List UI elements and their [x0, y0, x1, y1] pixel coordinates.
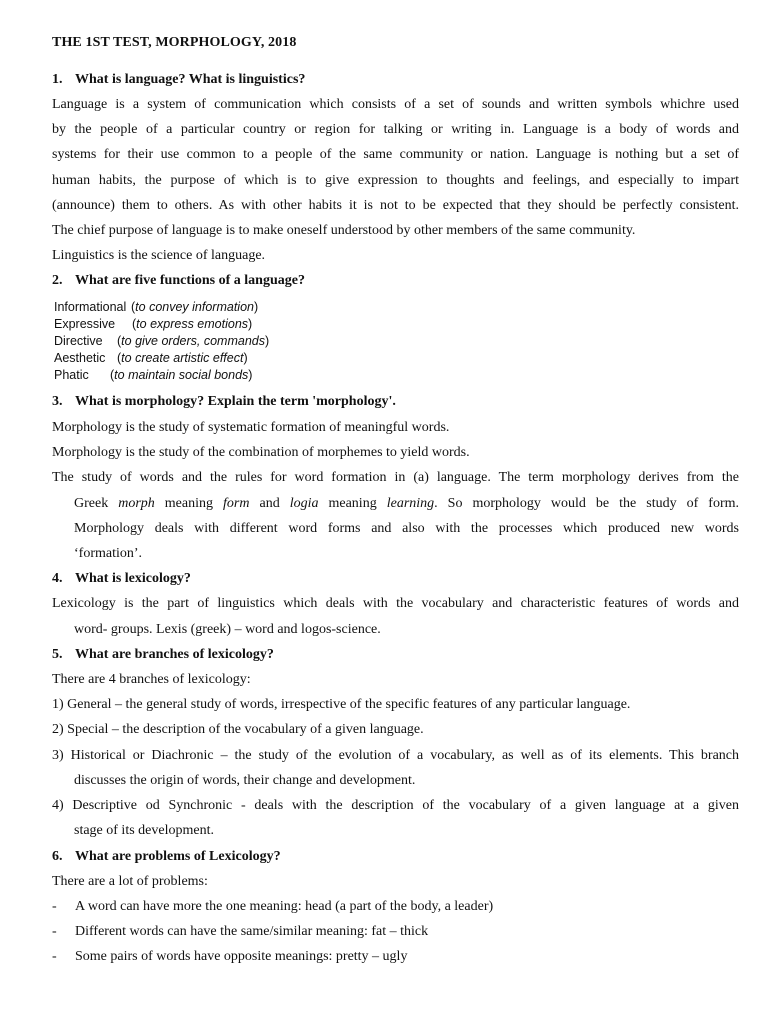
text-run: . So morphology would be the study of form. — [434, 496, 739, 511]
problem-item — [52, 949, 407, 965]
question-number: 4. — [52, 571, 63, 586]
text-run: meaning — [154, 496, 224, 511]
document-title: THE 1ST TEST, MORPHOLOGY, 2018 — [52, 35, 297, 50]
branch-item: 1) General – the general study of words, irrespective of the specific features of any particular language. — [52, 697, 631, 712]
branch-item-continued: discusses the origin of words, their change and development. — [74, 773, 416, 788]
answer-line: Linguistics is the science of language. — [52, 248, 266, 263]
answer-line: There are 4 branches of lexicology: — [52, 672, 251, 687]
question-number: 1. — [52, 72, 63, 87]
function-name: Expressive — [54, 317, 116, 331]
question-2-heading — [52, 273, 305, 289]
text-run: Greek — [74, 496, 119, 511]
answer-line: Morphology is the study of systematic formation of meaningful words. — [52, 420, 450, 435]
question-number: 5. — [52, 647, 63, 662]
answer-line: (announce) them to others. As with other habits it is not to be expected that they should be perfectly consistent. — [52, 198, 739, 213]
answer-line: Morphology deals with different word forms and also with the processes which produced new words — [74, 521, 739, 536]
answer-line: Lexicology is the part of linguistics which deals with the vocabulary and characteristic features of words and — [52, 596, 739, 611]
function-description: to maintain social bonds — [114, 368, 249, 382]
function-row: Informational (to convey information) — [54, 300, 259, 314]
function-description: to convey information — [135, 300, 254, 314]
branch-item: 4) Descriptive od Synchronic - deals with the description of the vocabulary of a given language at a given — [52, 798, 739, 813]
question-1-heading — [52, 72, 305, 88]
functions-list — [54, 299, 269, 384]
question-3-heading — [52, 394, 396, 410]
function-row: Phatic (to maintain social bonds) — [54, 368, 253, 382]
answer-line: systems for their use common to a people of the same community or nation. Language is nothing but a set of — [52, 147, 739, 162]
question-text: What is lexicology? — [75, 571, 191, 586]
problem-text: Different words can have the same/similar meaning: fat – thick — [75, 924, 429, 939]
question-4-heading — [52, 571, 191, 587]
function-name: Directive — [54, 334, 103, 348]
dash-bullet: - — [52, 949, 57, 964]
answer-line: The study of words and the rules for word formation in (a) language. The term morphology derives from the — [52, 470, 739, 485]
problem-text: A word can have more the one meaning: head (a part of the body, a leader) — [75, 899, 494, 914]
question-5-heading — [52, 647, 274, 663]
question-6-heading — [52, 849, 281, 865]
function-description: to give orders, commands — [121, 334, 265, 348]
question-number: 2. — [52, 273, 63, 288]
function-name: Aesthetic — [54, 351, 106, 365]
answer-line: The chief purpose of language is to make oneself understood by other members of the same community. — [52, 223, 636, 238]
dash-bullet: - — [52, 899, 57, 914]
function-row: Directive (to give orders, commands) — [54, 334, 270, 348]
question-text: What is language? What is linguistics? — [75, 72, 306, 87]
answer-line: ‘formation’. — [74, 546, 143, 561]
branch-item: 3) Historical or Diachronic – the study of the evolution of a vocabulary, as well as of its elements. This branch — [52, 748, 739, 763]
question-text: What are branches of lexicology? — [75, 647, 274, 662]
function-name: Phatic — [54, 368, 89, 382]
problem-item — [52, 899, 493, 915]
question-text: What are problems of Lexicology? — [75, 849, 281, 864]
branch-item-continued: stage of its development. — [74, 823, 214, 838]
problem-item — [52, 924, 428, 940]
problem-text: Some pairs of words have opposite meanings: pretty – ugly — [75, 949, 408, 964]
function-row: Aesthetic (to create artistic effect) — [54, 351, 248, 365]
question-number: 6. — [52, 849, 63, 864]
answer-line: human habits, the purpose of which is to give expression to thoughts and feelings, and especially to impart — [52, 173, 739, 188]
italic-term: logia — [289, 496, 319, 511]
text-run: and — [249, 496, 290, 511]
italic-term: form — [223, 496, 250, 511]
function-name: Informational — [54, 300, 127, 314]
question-text: What is morphology? Explain the term 'morphology'. — [75, 394, 396, 409]
question-number: 3. — [52, 394, 63, 409]
italic-term: learning — [386, 496, 435, 511]
function-row: Expressive (to express emotions) — [54, 317, 253, 331]
dash-bullet: - — [52, 924, 57, 939]
answer-line: There are a lot of problems: — [52, 874, 208, 889]
question-text: What are five functions of a language? — [75, 273, 305, 288]
branch-item: 2) Special – the description of the vocabulary of a given language. — [52, 722, 424, 737]
function-description: to express emotions — [136, 317, 249, 331]
answer-line: Language is a system of communication which consists of a set of sounds and written symbols whichre used — [52, 97, 739, 112]
answer-line: Morphology is the study of the combination of morphemes to yield words. — [52, 445, 470, 460]
answer-line — [74, 496, 739, 512]
answer-line: word- groups. Lexis (greek) – word and logos-science. — [74, 622, 381, 637]
text-run: meaning — [318, 496, 387, 511]
italic-term: morph — [118, 496, 155, 511]
function-description: to create artistic effect — [121, 351, 244, 365]
answer-line: by the people of a particular country or region for talking or writing in. Language is a body of words and — [52, 122, 739, 137]
